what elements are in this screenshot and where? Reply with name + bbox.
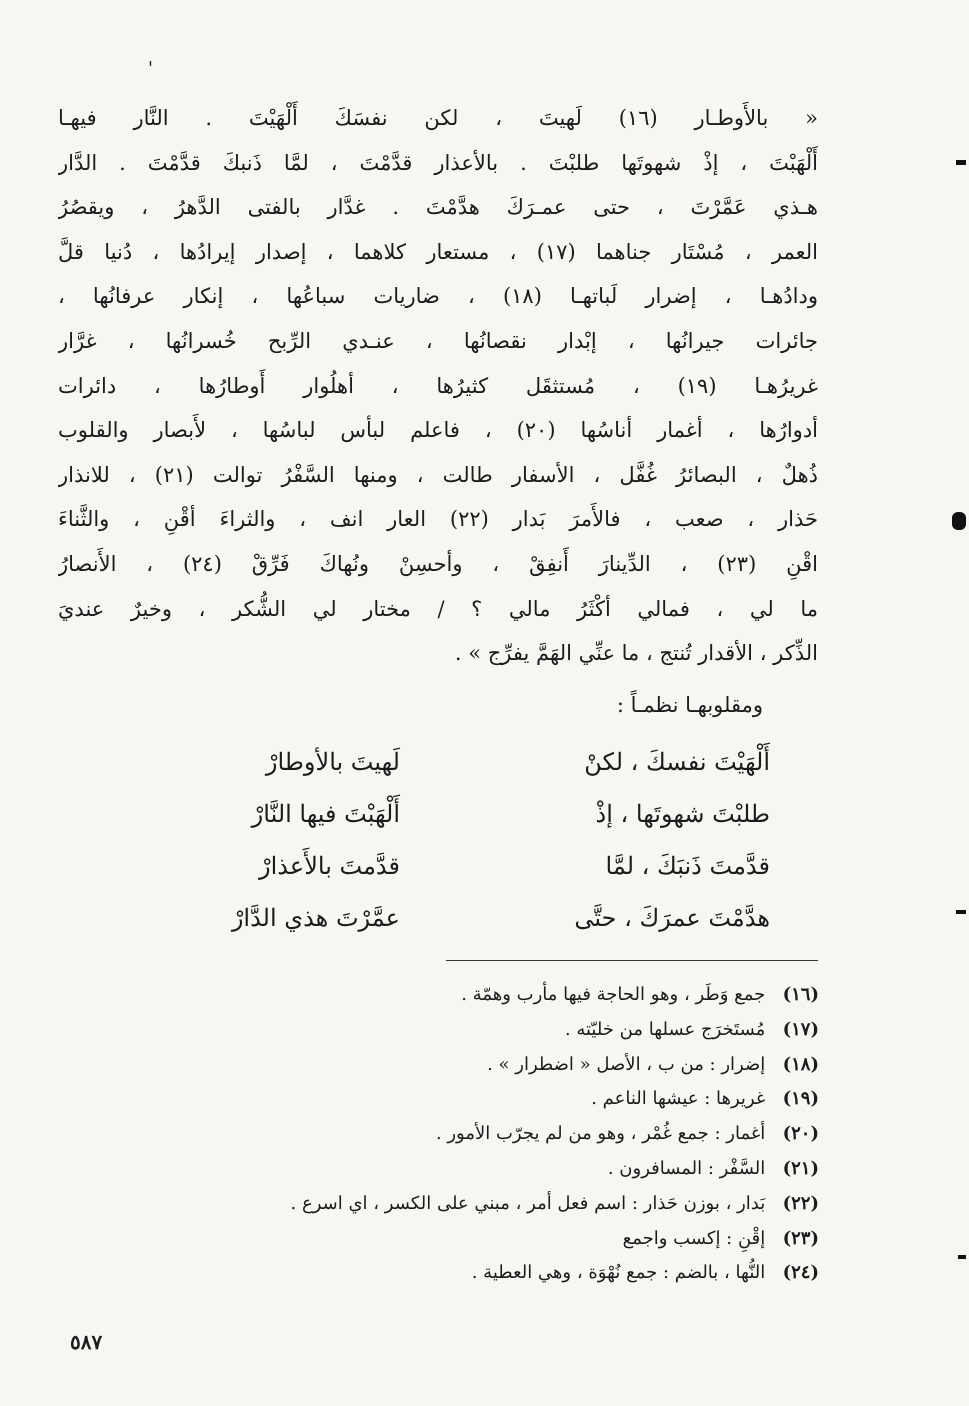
edge-mark [958,1255,966,1259]
footnote-number: (١٨) [782,1053,819,1075]
footnote-text: إقْنِ : إكسب واجمع [622,1227,766,1249]
prose-line: غريرُهـا (١٩) ، مُستثقَل كثيرُها ، أهلُوار أَوطارُها ، دائرات [58,373,818,398]
prose-line: حَذار ، صعب ، فالأَمرَ بَدار (٢٢) العار انف ، والثراءَ أقْنِ ، والثَّناءَ [58,507,818,532]
footnote-text: غريرها : عيشها الناعم . [591,1088,766,1110]
prose-line: اقْنِ (٢٣) ، الدِّينارَ أَنفِقْ ، وأحسِنْ ونُهاكَ فَرِّقْ (٢٤) ، الأَنصارُ [58,551,818,576]
footnote [119,1048,819,1083]
prose-line: ودادُهـا ، إضرار لَباتهـا (١٨) ، ضاريات سباعُها ، إنكار عرفانُها ، [58,284,818,309]
footnote-text: النُّها ، بالضم : جمع نُهْوَة ، وهي العطية . [471,1262,766,1284]
prose-line: هـذي عَمَّرْتَ ، حتى عمـرَكَ هدَّمْتَ . غدَّار بالفتى الدَّهرُ ، ويقصُرُ [58,195,818,220]
footnote-text: جمع وَطَر ، وهو الحاجة فيها مأرب وهمّة . [461,984,766,1005]
verse-first-hemistich: أَلْهَيْتَ نفسكَ ، لكنْ [584,748,770,776]
verse-first-hemistich: طلبْتَ شهوتَها ، إذْ [595,800,770,828]
verse-first-hemistich: قدَّمتَ ذَنبَكَ ، لمَّا [605,852,770,880]
footnotes [119,978,819,1291]
footnote [119,1256,819,1291]
edge-mark [956,910,966,914]
verse-line [110,904,770,956]
prose-line: أَلْهَبْتَ ، إذْ شهوتَها طلبْتَ . بالأعذار قدَّمْتَ ، لمَّا ذَنبكَ قدَّمْتَ . الدَّار [58,150,818,175]
prose-line: ذُهلٌ ، البصائرُ غُفَّل ، الأسفار طالت ، ومنها السَّفْرُ توالت (٢١) ، للانذار [58,462,818,487]
footnote-separator [446,960,818,961]
prose-line: « بالأَوطـار (١٦) لَهيتَ ، لكن نفسَكَ أَلْهَيْتَ . النَّار فيهـا [58,106,818,130]
footnote-number: (٢٠) [782,1123,819,1145]
prose-line: ما لي ، فمالي أكْثَرُ مالي ؟ / مختار لي الشُّكر ، وخيرٌ عنديَ [58,596,818,621]
footnote-number: (١٦) [782,984,819,1005]
footnote [119,1222,819,1257]
verse-second-hemistich: أَلْهَبْتَ فيها النَّارْ [251,800,400,828]
page-number: ٥٨٧ [70,1330,103,1354]
footnote-number: (٢١) [782,1157,819,1179]
verse-line [110,748,770,800]
prose-line: العمر ، مُسْتَار جناهما (١٧) ، مستعار كلاهما ، إصدار إيرادُها ، دُنيا قلَّ [58,239,818,264]
footnote-number: (٢٣) [782,1227,819,1249]
stray-mark: ' [148,58,153,79]
footnote-text: بَدار ، بوزن حَذار : اسم فعل أمر ، مبني على الكسر ، اي اسرع . [290,1192,766,1214]
footnote-text: مُستَخرَج عسلها من خليّته . [564,1018,766,1040]
verse-second-hemistich: لَهيتَ بالأوطارْ [265,748,400,776]
verse-second-hemistich: قدَّمتَ بالأَعذارْ [259,852,400,880]
footnote-text: إضرار : من ب ، الأصل « اضطرار » . [487,1053,766,1075]
footnote-text: السَّفْر : المسافرون . [607,1157,766,1179]
footnote-number: (١٧) [782,1018,819,1040]
edge-mark [952,512,966,530]
prose-line: أدوارُها ، أغمار أناسُها (٢٠) ، فاعلم لبأس لباسُها ، لأَبصار والقلوب [58,418,818,443]
prose-line: الذِّكر ، الأقدار تُنتج ، ما عنِّي الهَمَّ يفرِّج » . [454,641,818,666]
verse-block [110,748,770,956]
prose-line: جائرات جيرانُها ، إبْدار نقصانُها ، عنـدي الرِّبح خُسرانُها ، غرَّار [58,328,818,353]
footnote [119,1117,819,1152]
edge-mark [956,160,966,165]
footnote-number: (٢٤) [782,1262,819,1284]
footnote-number: (٢٢) [782,1192,819,1214]
verse-second-hemistich: عمَّرْتَ هذي الدَّارْ [231,904,400,932]
footnote [119,1187,819,1222]
footnote [119,1082,819,1117]
verse-first-hemistich: هدَّمْتَ عمرَكَ ، حتَّى [574,904,770,932]
footnote-text: أغمار : جمع غُمْر ، وهو من لم يجرّب الأمور . [435,1123,766,1145]
prose-paragraph [58,96,818,676]
verse-line [110,800,770,852]
footnote [119,1013,819,1048]
footnote-number: (١٩) [782,1088,819,1110]
footnote [119,1152,819,1187]
verse-line [110,852,770,904]
footnote [119,978,819,1013]
verse-intro: ومقلوبهـا نظمـاً : [616,693,763,717]
